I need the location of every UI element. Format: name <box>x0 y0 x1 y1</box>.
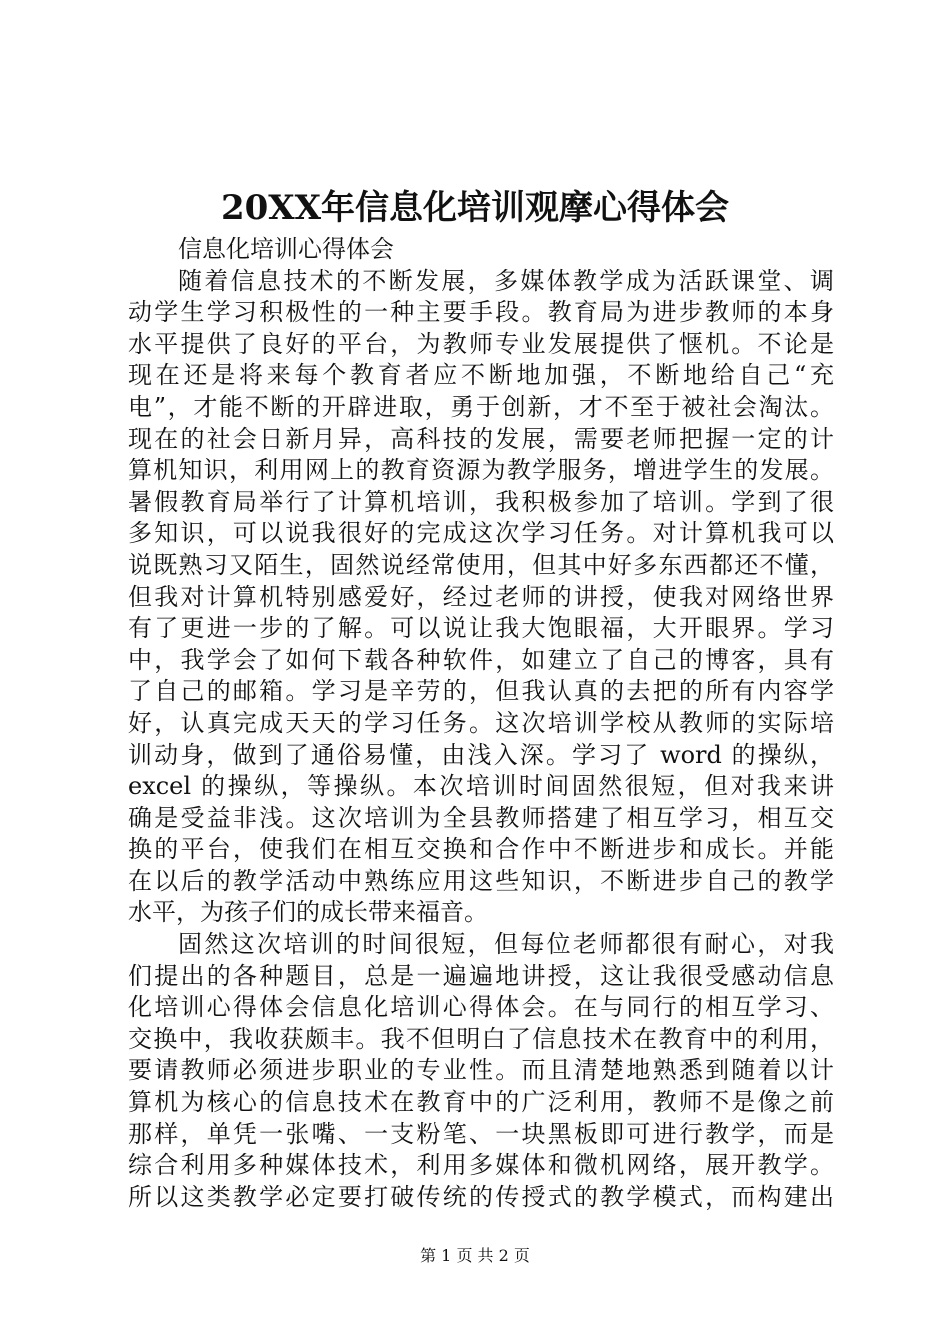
text-line: 综合利用多种媒体技术，利用多媒体和微机网络，展开教学。 <box>128 1151 834 1180</box>
text-line: 水平提供了良好的平台，为教师专业发展提供了惬机。不论是 <box>128 329 834 358</box>
text-line: 换的平台，使我们在相互交换和合作中不断进步和成长。并能 <box>128 835 834 864</box>
text-line: 确是受益非浅。这次培训为全县教师搭建了相互学习，相互交 <box>128 803 834 832</box>
text-line: 们提出的各种题目，总是一遍遍地讲授，这让我很受感动信息 <box>128 961 834 990</box>
text-line: 有了更进一步的了解。可以说让我大饱眼福，大开眼界。学习 <box>128 614 834 643</box>
text-line: 说既熟习又陌生，固然说经常使用，但其中好多东西都还不懂， <box>128 550 834 579</box>
text-line: 动学生学习积极性的一种主要手段。教育局为进步教师的本身 <box>128 298 834 327</box>
text-line: 所以这类教学必定要打破传统的传授式的教学模式，而构建出 <box>128 1182 834 1211</box>
text-line: 现在的社会日新月异，高科技的发展，需要老师把握一定的计 <box>128 424 834 453</box>
text-line: 水平，为孩子们的成长带来福音。 <box>128 898 488 927</box>
text-line: 中，我学会了如何下载各种软件，如建立了自己的博客，具有 <box>128 645 834 674</box>
text-line: 现在还是将来每个教育者应不断地加强，不断地给自己“充 <box>128 361 834 390</box>
document-body <box>128 234 834 1213</box>
document-title: 20XX年信息化培训观摩心得体会 <box>220 188 730 228</box>
text-line: 要请教师必须进步职业的专业性。而且清楚地熟悉到随着以计 <box>128 1056 834 1085</box>
text-line: 好，认真完成天天的学习任务。这次培训学校从教师的实际培 <box>128 708 834 737</box>
document-subtitle: 信息化培训心得体会 <box>178 235 394 263</box>
text-line: 暑假教育局举行了计算机培训，我积极参加了培训。学到了很 <box>128 487 834 516</box>
text-line: 化培训心得体会信息化培训心得体会。在与同行的相互学习、 <box>128 993 834 1022</box>
text-line: 了自己的邮箱。学习是辛劳的，但我认真的去把的所有内容学 <box>128 677 834 706</box>
text-line: 在以后的教学活动中熟练应用这些知识，不断进步自己的教学 <box>128 866 834 895</box>
text-line: 那样，单凭一张嘴、一支粉笔、一块黑板即可进行教学，而是 <box>128 1119 834 1148</box>
text-line: 训动身，做到了通俗易懂，由浅入深。学习了 word 的操纵， <box>128 740 834 769</box>
text-line: 随着信息技术的不断发展，多媒体教学成为活跃课堂、调 <box>178 266 834 295</box>
text-line: 算机为核心的信息技术在教育中的广泛利用，教师不是像之前 <box>128 1088 834 1117</box>
text-line: 多知识，可以说我很好的完成这次学习任务。对计算机我可以 <box>128 519 834 548</box>
text-line: 但我对计算机特别感爱好，经过老师的讲授，使我对网络世界 <box>128 582 834 611</box>
text-line: 电”，才能不断的开辟进取，勇于创新，才不至于被社会淘汰。 <box>128 392 834 421</box>
text-line: 算机知识，利用网上的教育资源为教学服务，增进学生的发展。 <box>128 456 834 485</box>
text-line: 交换中，我收获颇丰。我不但明白了信息技术在教育中的利用， <box>128 1024 834 1053</box>
text-line: 固然这次培训的时间很短，但每位老师都很有耐心，对我 <box>178 930 834 959</box>
text-line: excel 的操纵，等操纵。本次培训时间固然很短，但对我来讲 <box>128 772 834 801</box>
page-footer: 第 1 页 共 2 页 <box>420 1246 530 1265</box>
